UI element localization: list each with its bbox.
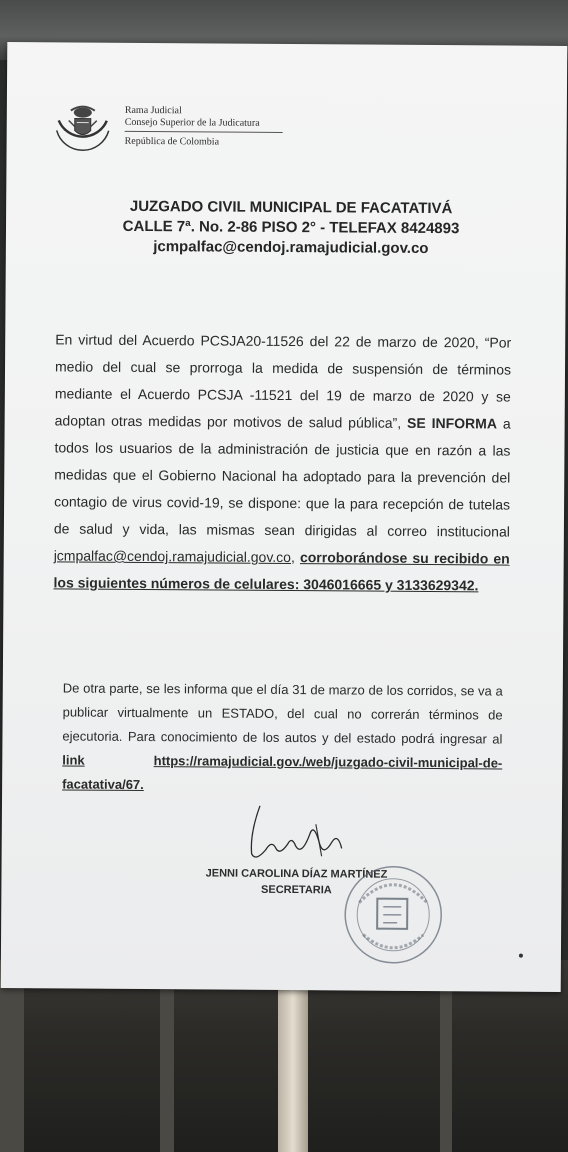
institutional-email-link[interactable]: jcmpalfac@cendoj.ramajudicial.gov.co [53, 547, 292, 566]
notice-paragraph-1 [53, 326, 511, 599]
court-email: jcmpalfac@cendoj.ramajudicial.gov.co [153, 238, 429, 258]
letterhead-line-3: República de Colombia [124, 135, 220, 148]
estado-url-link[interactable]: https://ramajudicial.gov./web/juzgado-civil-municipal-de-facatativa/67. [62, 753, 503, 793]
letterhead-line-1: Rama Judicial [124, 104, 182, 117]
court-name: JUZGADO CIVIL MUNICIPAL DE FACATATIVÁ [129, 197, 453, 218]
court-address: CALLE 7ª. No. 2-86 PISO 2° - TELEFAX 8424893 [122, 217, 460, 238]
paragraph2-text: De otra parte, se les informa que el día 31 de marzo de los corridos, se va a publicar virtualmente un ESTADO, del cual no correrán términos de ejecutoria. Para conocimiento de los autos y del estado podrá ingresar al [62, 680, 503, 747]
court-heading [106, 197, 476, 260]
se-informa-label: SE INFORMA [406, 414, 498, 432]
handwritten-signature [232, 804, 352, 865]
paragraph1-intro: En virtud del Acuerdo PCSJA20-11526 del 22 de marzo de 2020, “Por medio del cual se prorroga la medida de suspensión de términos mediante el Acuerdo PCSJA -11521 del 19 de marzo de 2020 y se adoptan otras medidas por motivos de salud pública”, [54, 331, 512, 431]
letterhead-text [125, 105, 283, 149]
notice-paper [1, 42, 568, 992]
signer-title: SECRETARIA [260, 883, 332, 897]
paper-speck [519, 954, 523, 958]
letterhead [52, 100, 312, 162]
signer-name: JENNI CAROLINA DÍAZ MARTÍNEZ [205, 867, 388, 881]
paragraph1-comma: , [290, 549, 301, 566]
paragraph1-middle: a todos los usuarios de la administración de justicia que en razón a las medidas que el Gobierno Nacional ha adoptado para la prevención del contagio de virus covid-19, se dispone: que la para recepción de tutelas de salud y vida, las mismas sean dirigidas al correo institucional [53, 415, 511, 540]
link-word: link [62, 752, 85, 768]
court-seal-stamp [341, 862, 446, 967]
phone-numbers-text: corroborándose su recibido en los siguientes números de celulares: 3046016665 y 3133629342. [53, 549, 510, 594]
letterhead-rule [125, 131, 283, 133]
letterhead-line-2: Consejo Superior de la Judicatura [124, 116, 260, 129]
coat-of-arms-icon [53, 100, 113, 156]
notice-paragraph-2 [62, 676, 503, 799]
wooden-stake [278, 990, 308, 1152]
